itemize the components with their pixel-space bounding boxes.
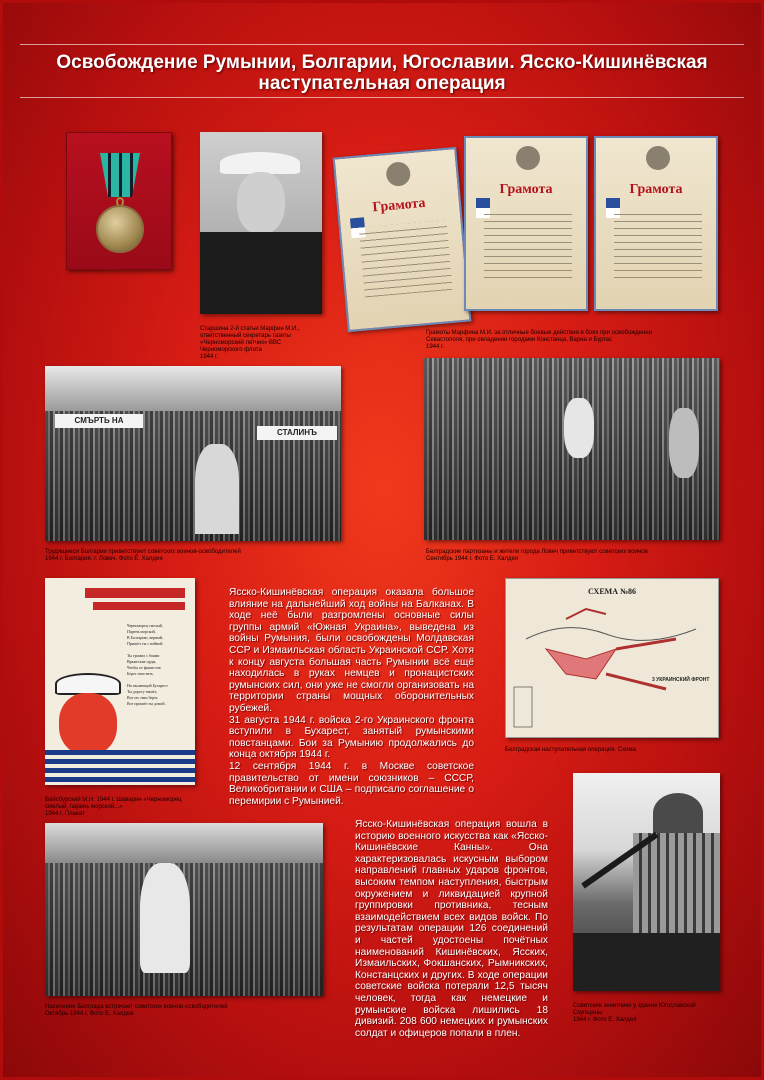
portrait-caption-line2: ответственный секретарь газеты (200, 333, 291, 339)
bulgaria-crowd-photo (45, 366, 341, 541)
page-title (20, 52, 744, 94)
sailor-poster (45, 578, 195, 785)
anti-aircraft-caption-line2: Скупщины (573, 1010, 603, 1016)
belgrade-welcome-photo (45, 823, 323, 996)
diploma-3-title: Грамота (629, 182, 683, 197)
belgrade-sky (45, 823, 323, 863)
bulgaria-caption-line2: 1944 г. Болгария, г. Ловеч. Фото Е. Халдея (45, 556, 163, 562)
bulgaria-caption (45, 549, 325, 563)
text-block-1-p2: 31 августа 1944 г. войска 2-го Украинского фронта вступили в Бухарест, занятый румынскими повстанцами. Бои за Румынию продолжались до конца октября 1944 г. (229, 714, 474, 761)
medal-image (66, 132, 172, 270)
poster-caption (45, 797, 215, 818)
poster-barrel-1 (85, 588, 185, 598)
partisans-photo (424, 358, 720, 540)
partisans-caption (426, 549, 716, 563)
portrait-caption-line3: «Черноморский летчик» ВВС (200, 340, 282, 346)
portrait-uniform (200, 232, 322, 314)
portrait-caption-line4: Черноморского флота (200, 347, 262, 353)
diploma-3-text-lines (614, 208, 702, 278)
poster-caption-line2: смелый, парень морской...» (45, 804, 123, 810)
diploma-2-title: Грамота (499, 182, 553, 197)
diplomas-caption-line1: Грамоты Марфина М.И. за отличные боевые действия в боях при освобождении (426, 330, 653, 336)
anti-aircraft-caption-line1: Советские зенитчики у здания Югославской (573, 1003, 696, 1009)
diploma-2 (464, 136, 588, 311)
diploma-3-portrait (646, 146, 670, 170)
belgrade-soldier (140, 863, 190, 973)
poster-caption-line3: 1944 г. Плакат (45, 811, 85, 817)
medal-disc (96, 205, 144, 253)
anti-aircraft-caption-line3: 1944 г. Фото Е. Халдея (573, 1017, 637, 1023)
portrait-cap (220, 152, 300, 174)
map-drawing (506, 579, 720, 739)
poster-sailor-cap (55, 673, 121, 695)
belgrade-caption (45, 1004, 305, 1018)
map-legend-box (514, 687, 532, 727)
map-caption: Белградская наступательная операция. Схема (505, 747, 636, 753)
diploma-1-title: Грамота (371, 195, 427, 216)
poster-caption-line1: Вайсбурский М.Н. 1944 г. Шаварин «Черноморец (45, 797, 182, 803)
parliament-dome (653, 793, 703, 833)
diploma-3 (594, 136, 718, 311)
poster-barrel-2 (93, 602, 185, 610)
partisans-caption-line2: Сентябрь 1944 г. Фото Е. Халдея (426, 556, 519, 562)
map-front-label: 3 УКРАИНСКИЙ ФРОНТ (652, 677, 710, 683)
title-rule-top (20, 44, 744, 45)
diploma-2-portrait (516, 146, 540, 170)
partisans-figure-1 (564, 398, 594, 458)
text-block-1-p3: 12 сентября 1944 г. в Москве советское правительство от имени союзников – СССР, Великобритании и США – подписало соглашение о перемирии с Румынией. (229, 760, 474, 807)
map-encirclement (546, 649, 616, 679)
bulgaria-caption-line1: Трудящиеся Болгарии приветствуют советских воинов-освободителей (45, 549, 241, 555)
map-title: СХЕМА №86 (587, 587, 637, 596)
portrait-caption (200, 326, 326, 361)
portrait-caption-line1: Старшина 2-й статьи Марфин М.И., (200, 326, 300, 332)
page-title-line1: Освобождение Румынии, Болгарии, Югославии. Ясско-Кишинёвская (56, 52, 708, 73)
bulgaria-soldier (195, 444, 239, 534)
map-arrow-3 (566, 609, 606, 619)
page-title-line2: наступательная операция (258, 73, 506, 94)
belgrade-caption-line2: Октябрь 1944 г. Фото Е. Халдея (45, 1011, 134, 1017)
diplomas-caption (426, 330, 676, 351)
portrait-face (237, 172, 285, 234)
title-rule-bottom (20, 97, 744, 98)
portrait-photo (200, 132, 322, 314)
poster-sailor-face (59, 693, 117, 755)
text-block-1 (229, 587, 474, 807)
banner-right: СТАЛИНЪ (257, 426, 337, 440)
diploma-1-portrait (385, 161, 411, 187)
anti-aircraft-caption (573, 1003, 720, 1024)
aa-gun-crew (573, 933, 720, 991)
diploma-1 (333, 147, 472, 332)
operation-map (505, 578, 719, 738)
text-block-1-p1: Ясско-Кишинёвская операция оказала большое влияние на дальнейший ход войны на Балканах. В ходе неё были разгромлены основные силы группы армий «Южная Украина», выведена из войны Румыния, были освобождены Молдавская ССР и Измаильская область Украинской ССР. Хотя к концу августа большая часть Румынии всё ещё находилась в руках немцев и пронацистских румынских сил, они уже не смогли организовать на территории страны мощных оборонительных рубежей. (229, 587, 474, 714)
belgrade-caption-line1: Население Белграда встречает советских воинов-освободителей (45, 1004, 228, 1010)
text-block-2 (355, 819, 548, 1039)
poster-sailor-shirt (45, 750, 195, 785)
banner-left: СМЪРТЬ НА (55, 414, 143, 428)
diploma-2-text-lines (484, 208, 572, 278)
portrait-caption-line5: 1944 г. (200, 354, 219, 360)
poster-verse: Черноморец смелый, Парень морской, В Болгарию, верный, Пришёл ты с войной. Ты громил с боями Вражеские орды, Чтобы от фашистов Берег очистить. На пылающий Бухарест Ты дорогу нашёл, Вот он, наш берег, Вот пришёл ты домой. (127, 623, 168, 706)
diplomas-caption-line3: 1944 г. (426, 344, 445, 350)
diploma-1-text-lines (359, 220, 453, 297)
partisans-caption-line1: Белградские партизаны и жители города Ловеч приветствуют советских воинов (426, 549, 648, 555)
text-block-2-p1: Ясско-Кишинёвская операция вошла в историю военного искусства как «Ясско-Кишинёвские Канны». Она характеризовалась искусным выбором направлений главных ударов фронтов, высоким темпом наступления, быстрым окружением и ликвидацией крупной группировки противника, тесным взаимодействием всех видов войск. По результатам операции 126 соединений и частей удостоены почётных наименований Кишинёвских, Ясских, Измаильских, Фокшанских, Рымникских, Констанцских и других. В ходе операции советские войска потеряли 12,5 тысяч человек, тогда как немецкие и румынские войска лишились 18 дивизий. 208 600 немецких и румынских солдат и офицеров попали в плен. (355, 819, 548, 1039)
partisans-figure-2 (669, 408, 699, 478)
anti-aircraft-photo (573, 773, 720, 991)
medal-ribbon (100, 153, 140, 197)
diplomas-caption-line2: Севастополя, при овладении городами Констанца, Варна и Бургас (426, 337, 613, 343)
bulgaria-sky (45, 366, 341, 411)
